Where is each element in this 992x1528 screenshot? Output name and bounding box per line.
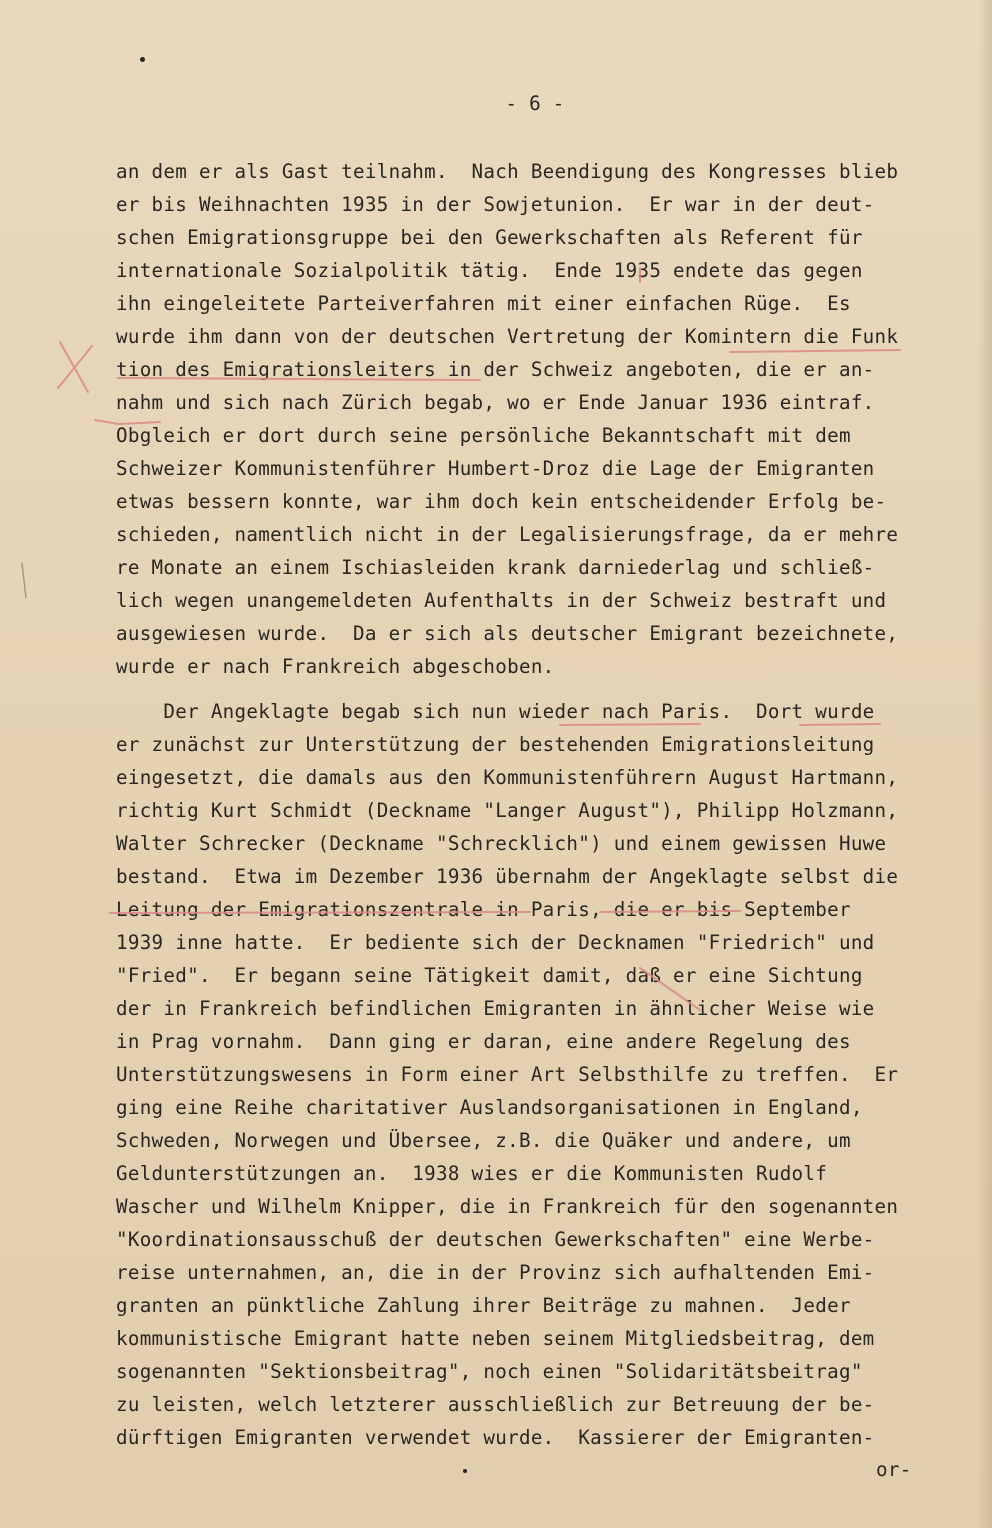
text-line: Walter Schrecker (Deckname "Schrecklich") und einem gewissen Huwe (116, 832, 887, 855)
text-line: zu leisten, welch letzterer ausschließlich zur Betreuung der be- (116, 1393, 875, 1416)
pencil-underline (730, 350, 900, 352)
text-line: in Prag vornahm. Dann ging er daran, eine andere Regelung des (116, 1030, 851, 1053)
text-line: er zunächst zur Unterstützung der bestehenden Emigrationsleitung (116, 733, 875, 756)
text-line: ausgewiesen wurde. Da er sich als deutscher Emigrant bezeichnete, (116, 622, 899, 645)
ink-dot (463, 1469, 467, 1473)
text-line: wurde er nach Frankreich abgeschoben. (116, 655, 555, 678)
text-line: sogenannten "Sektionsbeitrag", noch einen "Solidaritätsbeitrag" (116, 1360, 863, 1383)
text-line: internationale Sozialpolitik tätig. Ende 1935 endete das gegen (116, 259, 863, 282)
text-line: Leitung der Emigrationszentrale in Paris, die er bis September (116, 898, 851, 921)
pencil-underline (560, 724, 700, 725)
text-line: ging eine Reihe charitativer Auslandsorganisationen in England, (116, 1096, 863, 1119)
text-line: schieden, namentlich nicht in der Legalisierungsfrage, da er mehre (116, 523, 899, 546)
pencil-cross-mark (58, 346, 92, 388)
text-line: etwas bessern konnte, war ihm doch kein entscheidender Erfolg be- (116, 490, 887, 513)
text-line: Schweizer Kommunistenführer Humbert-Droz die Lage der Emigranten (116, 457, 875, 480)
text-line: der in Frankreich befindlichen Emigranten in ähnlicher Weise wie (116, 997, 875, 1020)
text-line: Schweden, Norwegen und Übersee, z.B. die Quäker und andere, um (116, 1129, 851, 1152)
page-edge-shadow (978, 0, 992, 1528)
text-line: 1939 inne hatte. Er bediente sich der Decknamen "Friedrich" und (116, 931, 875, 954)
text-line: wurde ihm dann von der deutschen Vertretung der Komintern die Funk (116, 325, 899, 348)
text-line: eingesetzt, die damals aus den Kommunistenführern August Hartmann, (116, 766, 899, 789)
text-line: granten an pünktliche Zahlung ihrer Beiträge zu mahnen. Jeder (116, 1294, 851, 1317)
text-line: tion des Emigrationsleiters in der Schweiz angeboten, die er an- (116, 358, 875, 381)
text-line: "Koordinationsausschuß der deutschen Gewerkschaften" eine Werbe- (116, 1228, 875, 1251)
text-line: re Monate an einem Ischiasleiden krank darniederlag und schließ- (116, 556, 875, 579)
text-line: reise unternahmen, an, die in der Provinz sich aufhaltenden Emi- (116, 1261, 875, 1284)
text-line: Geldunterstützungen an. 1938 wies er die Kommunisten Rudolf (116, 1162, 828, 1185)
text-line: dürftigen Emigranten verwendet wurde. Kassierer der Emigranten- (116, 1426, 875, 1449)
text-line: an dem er als Gast teilnahm. Nach Beendigung des Kongresses blieb (116, 160, 899, 183)
text-line: kommunistische Emigrant hatte neben seinem Mitgliedsbeitrag, dem (116, 1327, 875, 1350)
ink-dot (140, 57, 145, 62)
pencil-cross-mark (60, 342, 88, 392)
text-line: bestand. Etwa im Dezember 1936 übernahm der Angeklagte selbst die (116, 865, 899, 888)
text-line: ihn eingeleitete Parteiverfahren mit einer einfachen Rüge. Es (116, 292, 851, 315)
catchword: or- (876, 1458, 912, 1481)
text-line: nahm und sich nach Zürich begab, wo er Ende Januar 1936 eintraf. (116, 391, 875, 414)
page-number: - 6 - (505, 92, 565, 115)
text-line: er bis Weihnachten 1935 in der Sowjetunion. Er war in der deut- (116, 193, 875, 216)
text-line: Obgleich er dort durch seine persönliche Bekanntschaft mit dem (116, 424, 851, 447)
text-line: lich wegen unangemeldeten Aufenthalts in der Schweiz bestraft und (116, 589, 887, 612)
pencil-margin-mark (22, 563, 26, 598)
text-line: "Fried". Er begann seine Tätigkeit damit, daß er eine Sichtung (116, 964, 863, 987)
text-line: schen Emigrationsgruppe bei den Gewerkschaften als Referent für (116, 226, 863, 249)
text-line: Unterstützungswesens in Form einer Art Selbsthilfe zu treffen. Er (116, 1063, 899, 1086)
text-line: Der Angeklagte begab sich nun wieder nach Paris. Dort wurde (116, 700, 875, 723)
text-line: richtig Kurt Schmidt (Deckname "Langer August"), Philipp Holzmann, (116, 799, 899, 822)
pencil-underline (800, 724, 880, 725)
text-line: Wascher und Wilhelm Knipper, die in Frankreich für den sogenannten (116, 1195, 899, 1218)
